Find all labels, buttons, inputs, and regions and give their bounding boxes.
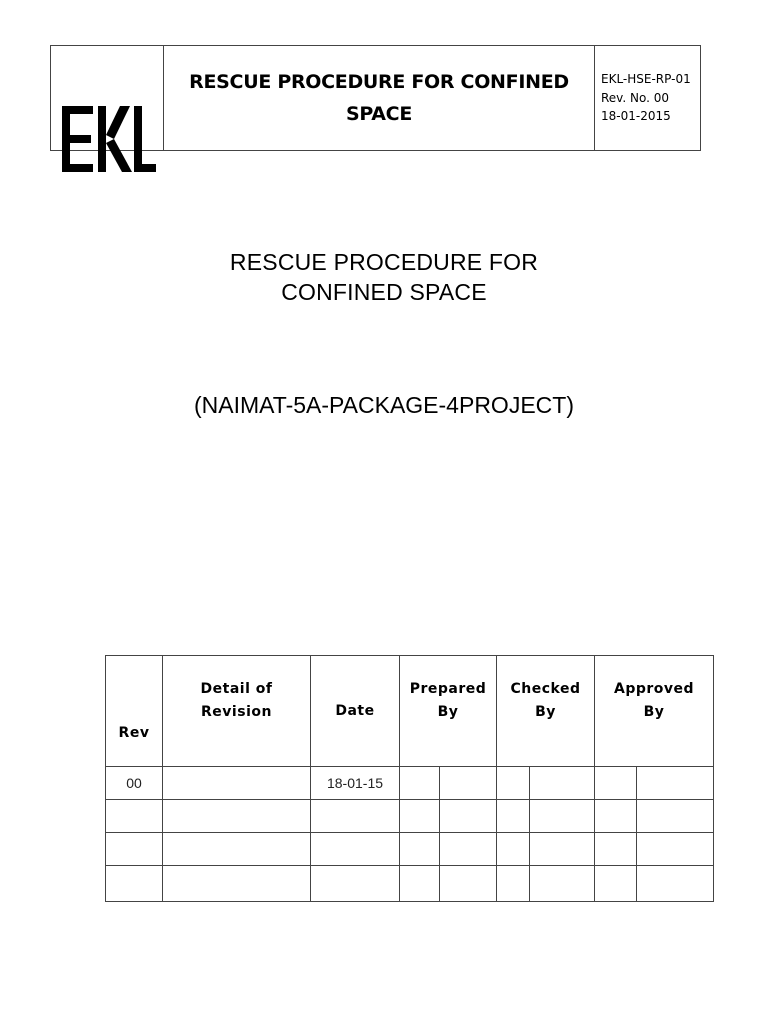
cell-detail <box>163 833 311 866</box>
cell-checked-sign <box>497 767 530 800</box>
cell-approved-sign <box>595 833 637 866</box>
cell-date: 18-01-15 <box>311 767 400 800</box>
cell-approved-sign <box>595 866 637 902</box>
main-title-line-1: RESCUE PROCEDURE FOR <box>229 249 539 275</box>
revision-number: Rev. No. 00 <box>601 90 669 105</box>
cell-prepared-sign <box>400 767 440 800</box>
cell-date <box>311 800 400 833</box>
cell-checked-name <box>530 833 595 866</box>
cell-rev <box>106 833 163 866</box>
cell-checked-name <box>530 800 595 833</box>
document-reference <box>595 46 700 150</box>
table-row <box>106 767 714 800</box>
header-detail-of-revision: Detail of Revision <box>163 656 311 767</box>
cell-checked-sign <box>497 866 530 902</box>
cell-approved-sign <box>595 800 637 833</box>
cell-prepared-sign <box>400 833 440 866</box>
cell-approved-name <box>637 800 714 833</box>
project-title: (NAIMAT-5A-PACKAGE-4PROJECT) <box>194 392 574 418</box>
cell-approved-sign <box>595 767 637 800</box>
header-title: RESCUE PROCEDURE FOR CONFINED SPACE <box>189 71 569 125</box>
header-date: Date <box>311 656 400 767</box>
table-row <box>106 866 714 902</box>
cell-prepared-name <box>440 866 497 902</box>
cell-rev <box>106 866 163 902</box>
cell-prepared-name <box>440 800 497 833</box>
cell-checked-name <box>530 767 595 800</box>
document-code: EKL-HSE-RP-01 <box>601 72 691 86</box>
revision-table-header <box>106 656 714 767</box>
cell-prepared-name <box>440 833 497 866</box>
cell-checked-name <box>530 866 595 902</box>
document-date: 18-01-2015 <box>601 109 671 123</box>
cell-rev: 00 <box>106 767 163 800</box>
header-checked-by: Checked By <box>497 656 595 767</box>
main-title <box>0 247 768 307</box>
cell-prepared-sign <box>400 866 440 902</box>
header-prepared-by: Prepared By <box>400 656 497 767</box>
ekl-logo <box>62 106 156 172</box>
cell-detail <box>163 866 311 902</box>
cell-date <box>311 866 400 902</box>
table-row <box>106 800 714 833</box>
header-title-cell <box>164 46 595 150</box>
revision-table <box>105 655 714 902</box>
table-row <box>106 833 714 866</box>
cell-checked-sign <box>497 833 530 866</box>
cell-detail <box>163 767 311 800</box>
cell-prepared-sign <box>400 800 440 833</box>
header-approved-by: Approved By <box>595 656 714 767</box>
header-rev: Rev <box>106 656 163 767</box>
cell-date <box>311 833 400 866</box>
cell-rev <box>106 800 163 833</box>
cell-approved-name <box>637 833 714 866</box>
cell-approved-name <box>637 767 714 800</box>
cell-checked-sign <box>497 800 530 833</box>
main-title-line-2: CONFINED SPACE <box>281 279 487 305</box>
cell-prepared-name <box>440 767 497 800</box>
cell-detail <box>163 800 311 833</box>
cell-approved-name <box>637 866 714 902</box>
